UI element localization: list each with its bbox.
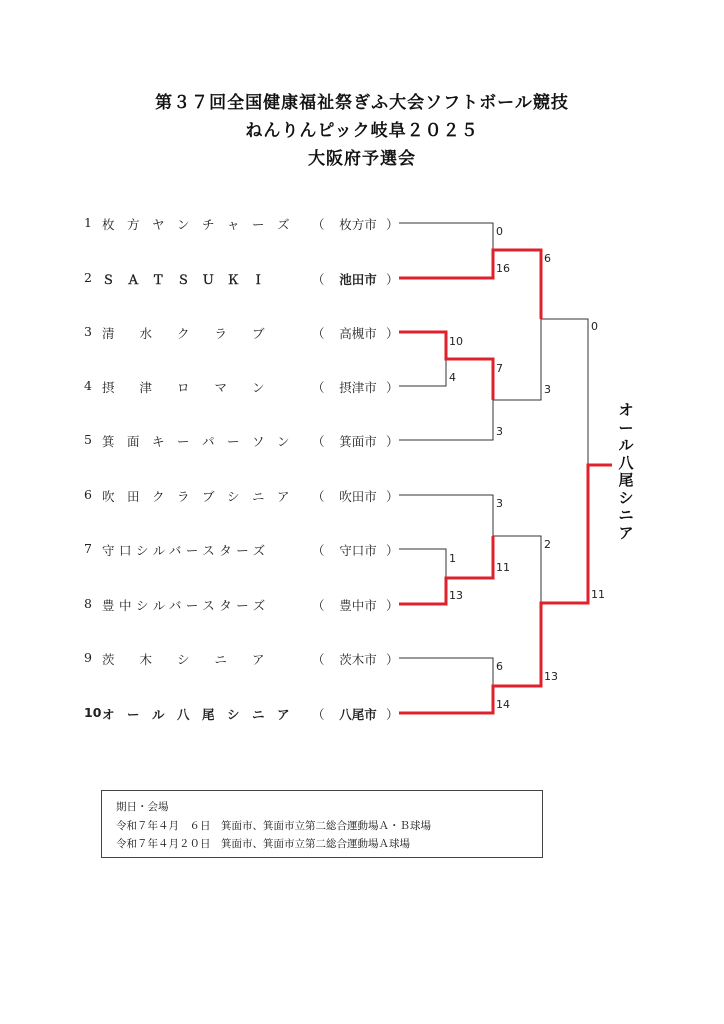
seed-number: 9 [84,650,92,665]
score-r1-team4: 4 [449,371,456,384]
seed-number: 1 [84,215,92,230]
bracket-line-team1 [399,223,493,250]
score-r2-team1: 0 [496,225,503,238]
seed-number: 6 [84,487,92,502]
title-line-2: ねんりんピック岐阜２０２５ [245,121,479,141]
title-line-1: 第３７回全国健康福祉祭ぎふ大会ソフトボール競技 [155,93,569,113]
paren-close: ） [386,326,399,341]
bracket-line-team9 [399,658,493,686]
seed-number: 7 [84,541,92,556]
score-sf-top-a: 6 [544,252,551,265]
team-city: 豊中市 [339,598,377,613]
score-r1-team3: 10 [449,335,463,348]
team-name: 守口シルバースターズ [102,543,270,558]
team-name: 茨 木 シ ニ ア [102,652,265,667]
paren-close: ） [386,652,399,667]
score-r2-winner78: 11 [496,561,510,574]
bracket-line-team5 [399,400,493,440]
team-name: 豊中シルバースターズ [102,598,270,613]
team-name: 枚 方 ヤ ン チ ャ ー ズ [102,217,290,232]
paren-open: （ [312,217,325,232]
team-name: オ ー ル 八 尾 シ ニ ア [102,707,290,722]
score-r2-winner34: 7 [496,362,503,375]
paren-close: ） [386,272,399,287]
bracket-line-team10-win [399,465,612,713]
score-sf-bot-b: 13 [544,670,558,683]
seed-number: 2 [84,270,92,285]
bracket-line-sf-top-loser [493,319,541,400]
seed-number: 4 [84,378,92,393]
schedule-heading: 期日・会場 [116,801,169,813]
bracket-line-team7 [399,549,446,578]
schedule-box [101,790,543,858]
bracket-line-team4 [399,359,446,386]
score-r2-team2: 16 [496,262,510,275]
paren-close: ） [386,217,399,232]
paren-close: ） [386,434,399,449]
paren-close: ） [386,707,399,722]
score-r2-team10: 14 [496,698,510,711]
team-city: 箕面市 [339,434,377,449]
team-city: 池田市 [339,272,377,287]
seed-number: 3 [84,324,92,339]
bracket-line-team2-win [399,250,541,319]
score-sf-top-b: 3 [544,383,551,396]
team-city: 摂津市 [339,380,377,395]
title-line-3: 大阪府予選会 [308,149,416,169]
team-name: 摂 津 ロ マ ン [102,380,265,395]
score-sf-bot-a: 2 [544,538,551,551]
paren-open: （ [312,707,325,722]
team-city: 八尾市 [339,707,377,722]
team-city: 高槻市 [339,326,377,341]
paren-close: ） [386,598,399,613]
champion-name: オール八尾シニア [618,401,634,542]
schedule-line-1: 令和７年４月 ６日 箕面市、箕面市立第二総合運動場Ａ・Ｂ球場 [116,820,431,832]
team-city: 吹田市 [339,489,377,504]
team-city: 枚方市 [339,217,377,232]
paren-open: （ [312,434,325,449]
team-city: 守口市 [339,543,377,558]
score-r2-team6: 3 [496,497,503,510]
bracket-line-team6 [399,495,493,536]
team-name: 清 水 ク ラ ブ [102,326,265,341]
paren-open: （ [312,543,325,558]
paren-open: （ [312,652,325,667]
team-name: 箕 面 キ ー パ ー ソ ン [102,434,290,449]
paren-close: ） [386,489,399,504]
seed-number: 8 [84,596,92,611]
team-city: 茨木市 [339,652,377,667]
paren-open: （ [312,598,325,613]
score-r1-team7: 1 [449,552,456,565]
paren-close: ） [386,380,399,395]
team-name: 吹 田 ク ラ ブ シ ニ ア [102,489,290,504]
paren-open: （ [312,489,325,504]
score-final-top: 0 [591,320,598,333]
paren-open: （ [312,326,325,341]
paren-close: ） [386,543,399,558]
schedule-line-2: 令和７年４月２０日 箕面市、箕面市立第二総合運動場Ａ球場 [116,838,410,850]
seed-number: 5 [84,432,92,447]
paren-open: （ [312,380,325,395]
score-r1-team8: 13 [449,589,463,602]
score-r2-team5: 3 [496,425,503,438]
seed-number: 10 [84,705,102,720]
score-final-bot: 11 [591,588,605,601]
score-r2-team9: 6 [496,660,503,673]
team-name: Ｓ Ａ Ｔ Ｓ Ｕ Ｋ Ｉ [102,272,265,287]
paren-open: （ [312,272,325,287]
